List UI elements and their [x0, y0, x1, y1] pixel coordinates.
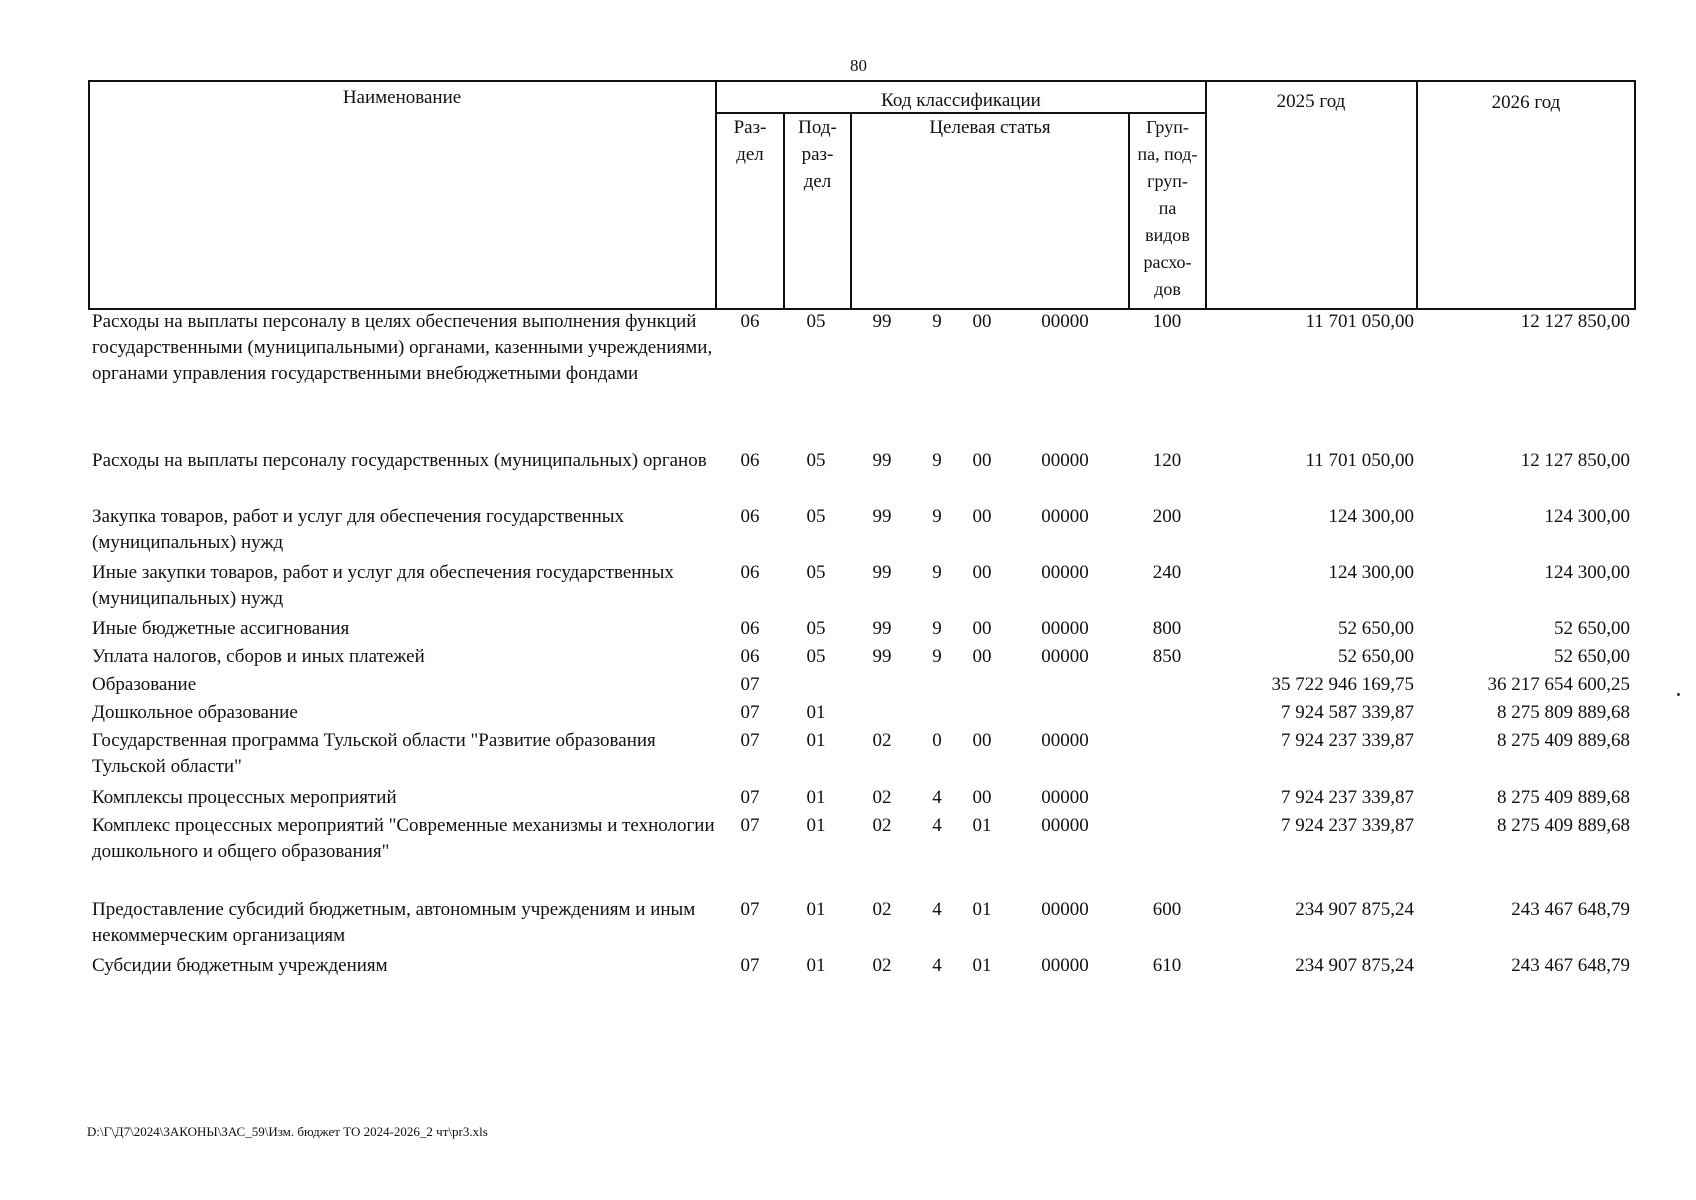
- header-name: Наименование: [342, 87, 462, 108]
- row-amount-2025: 11 701 050,00: [1305, 311, 1414, 332]
- row-amount-2026: 8 275 809 889,68: [1497, 702, 1630, 723]
- row-razdel: 07: [740, 955, 760, 976]
- row-name: Расходы на выплаты персоналу государственных (муниципальных) органов: [92, 450, 707, 471]
- row-podrazdel: 01: [806, 955, 826, 976]
- row-target-subprogram: 00: [972, 450, 992, 471]
- row-razdel: 06: [740, 618, 760, 639]
- row-amount-2026: 12 127 850,00: [1520, 311, 1630, 332]
- row-amount-2026: 36 217 654 600,25: [1487, 674, 1630, 695]
- row-target-type: 4: [932, 899, 942, 920]
- row-razdel: 06: [740, 450, 760, 471]
- row-target-type: 9: [932, 646, 942, 667]
- row-razdel: 07: [740, 787, 760, 808]
- row-target-type: 4: [932, 815, 942, 836]
- file-path-footer: D:\Г\Д7\2024\ЗАКОНЫ\ЗАС_59\Изм. бюджет ТО 2024-2026_2 чт\pr3.xls: [87, 1124, 488, 1139]
- row-amount-2026: 12 127 850,00: [1520, 450, 1630, 471]
- row-target-type: 4: [932, 787, 942, 808]
- row-amount-2026: 8 275 409 889,68: [1497, 815, 1630, 836]
- row-name: Закупка товаров, работ и услуг для обеспечения государственных (муниципальных) нужд: [92, 506, 625, 553]
- header-podrazdel: Под- раз- дел: [798, 117, 837, 192]
- header-code-classification: Код классификации: [881, 90, 1041, 111]
- row-target-subprogram: 00: [972, 506, 992, 527]
- row-podrazdel: 05: [806, 646, 826, 667]
- row-name: Комплекс процессных мероприятий "Современные механизмы и технологии дошкольного и общего образования": [92, 815, 715, 862]
- row-podrazdel: 01: [806, 730, 826, 751]
- header-divider: [1205, 82, 1207, 308]
- row-amount-2025: 124 300,00: [1328, 506, 1414, 527]
- row-target-program: 99: [872, 450, 892, 471]
- row-target-direction: 00000: [1041, 955, 1089, 976]
- row-amount-2025: 35 722 946 169,75: [1271, 674, 1414, 695]
- header-year-2026: 2026 год: [1491, 92, 1561, 113]
- row-target-program: 99: [872, 506, 892, 527]
- row-target-subprogram: 00: [972, 311, 992, 332]
- row-expense-type: 850: [1152, 646, 1182, 667]
- row-amount-2026: 8 275 409 889,68: [1497, 730, 1630, 751]
- row-podrazdel: 05: [806, 562, 826, 583]
- row-razdel: 07: [740, 899, 760, 920]
- row-amount-2026: 52 650,00: [1554, 618, 1630, 639]
- row-podrazdel: 05: [806, 311, 826, 332]
- row-target-subprogram: 01: [972, 955, 992, 976]
- row-target-direction: 00000: [1041, 311, 1089, 332]
- row-target-type: 0: [932, 730, 942, 751]
- row-target-program: 02: [872, 955, 892, 976]
- row-amount-2025: 7 924 237 339,87: [1281, 815, 1414, 836]
- row-target-direction: 00000: [1041, 899, 1089, 920]
- row-razdel: 06: [740, 562, 760, 583]
- row-name: Дошкольное образование: [92, 702, 298, 723]
- row-target-program: 99: [872, 646, 892, 667]
- row-expense-type: 200: [1152, 506, 1182, 527]
- row-amount-2026: 8 275 409 889,68: [1497, 787, 1630, 808]
- row-target-subprogram: 01: [972, 899, 992, 920]
- row-amount-2026: 124 300,00: [1544, 562, 1630, 583]
- row-name: Субсидии бюджетным учреждениям: [92, 955, 388, 976]
- row-name: Комплексы процессных мероприятий: [92, 787, 397, 808]
- header-expense-type: Груп- па, под- груп- па видов расхо- дов: [1137, 117, 1198, 299]
- row-name: Иные бюджетные ассигнования: [92, 618, 350, 639]
- row-podrazdel: 05: [806, 618, 826, 639]
- row-amount-2025: 11 701 050,00: [1305, 450, 1414, 471]
- row-target-direction: 00000: [1041, 562, 1089, 583]
- row-podrazdel: 05: [806, 450, 826, 471]
- row-podrazdel: 01: [806, 702, 826, 723]
- row-expense-type: 800: [1152, 618, 1182, 639]
- row-expense-type: 120: [1152, 450, 1182, 471]
- row-target-program: 02: [872, 730, 892, 751]
- row-target-type: 9: [932, 562, 942, 583]
- row-name: Предоставление субсидий бюджетным, автономным учреждениям и иным некоммерческим организациям: [92, 899, 696, 946]
- row-amount-2025: 234 907 875,24: [1295, 899, 1414, 920]
- row-target-subprogram: 00: [972, 730, 992, 751]
- row-target-direction: 00000: [1041, 730, 1089, 751]
- row-target-type: 4: [932, 955, 942, 976]
- row-podrazdel: 01: [806, 787, 826, 808]
- scan-speck: [1677, 693, 1680, 696]
- row-target-direction: 00000: [1041, 787, 1089, 808]
- row-razdel: 07: [740, 815, 760, 836]
- row-target-program: 02: [872, 787, 892, 808]
- row-expense-type: 100: [1152, 311, 1182, 332]
- page-number: 80: [850, 56, 867, 75]
- row-amount-2025: 124 300,00: [1328, 562, 1414, 583]
- row-target-subprogram: 00: [972, 646, 992, 667]
- row-amount-2026: 124 300,00: [1544, 506, 1630, 527]
- row-target-program: 99: [872, 311, 892, 332]
- row-target-subprogram: 00: [972, 787, 992, 808]
- row-amount-2025: 52 650,00: [1338, 646, 1414, 667]
- header-razdel: Раз- дел: [733, 117, 767, 165]
- row-amount-2026: 52 650,00: [1554, 646, 1630, 667]
- row-amount-2025: 7 924 237 339,87: [1281, 730, 1414, 751]
- row-razdel: 06: [740, 311, 760, 332]
- row-expense-type: 240: [1152, 562, 1182, 583]
- row-target-subprogram: 00: [972, 562, 992, 583]
- header-divider: [850, 113, 852, 308]
- row-razdel: 06: [740, 646, 760, 667]
- row-amount-2025: 234 907 875,24: [1295, 955, 1414, 976]
- row-podrazdel: 05: [806, 506, 826, 527]
- row-name: Иные закупки товаров, работ и услуг для обеспечения государственных (муниципальных) нужд: [92, 562, 674, 609]
- row-target-program: 99: [872, 618, 892, 639]
- row-razdel: 07: [740, 674, 760, 695]
- row-target-type: 9: [932, 450, 942, 471]
- row-expense-type: 610: [1152, 955, 1182, 976]
- row-expense-type: 600: [1152, 899, 1182, 920]
- row-target-direction: 00000: [1041, 646, 1089, 667]
- row-razdel: 06: [740, 506, 760, 527]
- row-target-type: 9: [932, 618, 942, 639]
- row-amount-2026: 243 467 648,79: [1511, 955, 1630, 976]
- row-target-subprogram: 00: [972, 618, 992, 639]
- row-target-program: 99: [872, 562, 892, 583]
- row-name: Уплата налогов, сборов и иных платежей: [92, 646, 425, 667]
- row-target-direction: 00000: [1041, 618, 1089, 639]
- row-razdel: 07: [740, 730, 760, 751]
- row-target-program: 02: [872, 815, 892, 836]
- row-name: Образование: [92, 674, 197, 695]
- row-amount-2025: 7 924 237 339,87: [1281, 787, 1414, 808]
- row-target-type: 9: [932, 506, 942, 527]
- row-name: Государственная программа Тульской области "Развитие образования Тульской области": [92, 730, 656, 777]
- row-razdel: 07: [740, 702, 760, 723]
- header-year-2025: 2025 год: [1276, 91, 1346, 112]
- row-target-direction: 00000: [1041, 815, 1089, 836]
- row-podrazdel: 01: [806, 899, 826, 920]
- row-target-program: 02: [872, 899, 892, 920]
- row-target-direction: 00000: [1041, 450, 1089, 471]
- row-amount-2025: 7 924 587 339,87: [1281, 702, 1414, 723]
- row-target-type: 9: [932, 311, 942, 332]
- row-target-direction: 00000: [1041, 506, 1089, 527]
- row-target-subprogram: 01: [972, 815, 992, 836]
- row-amount-2026: 243 467 648,79: [1511, 899, 1630, 920]
- header-target-article: Целевая статья: [929, 117, 1051, 138]
- row-amount-2025: 52 650,00: [1338, 618, 1414, 639]
- row-name: Расходы на выплаты персоналу в целях обеспечения выполнения функций государственными (муниципальными) органами, казенными учреждениями, органами управления государственными внебюджетными фондами: [92, 311, 713, 384]
- row-podrazdel: 01: [806, 815, 826, 836]
